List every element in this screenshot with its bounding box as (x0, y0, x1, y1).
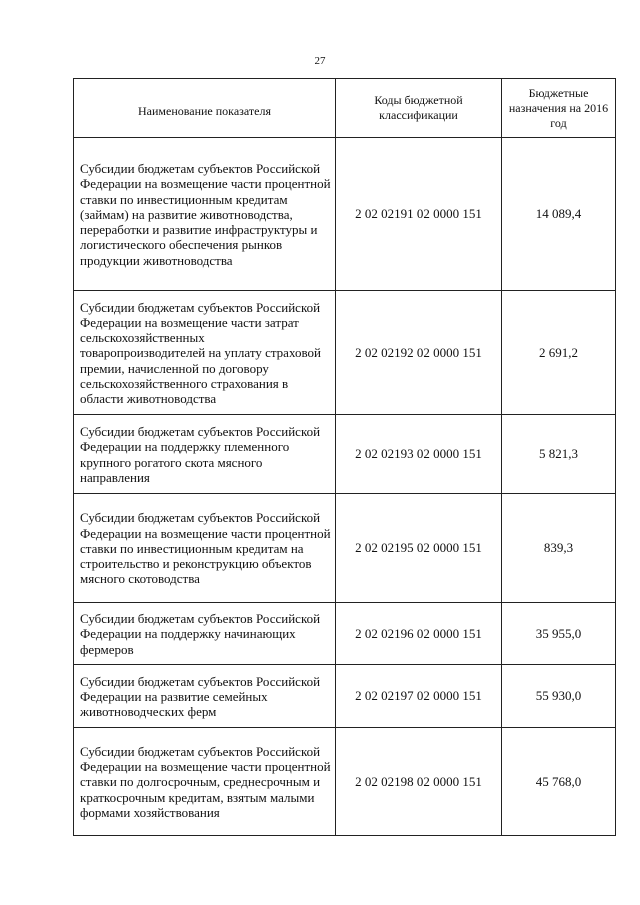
amount-cell: 14 089,4 (502, 138, 616, 291)
budget-code-cell: 2 02 02198 02 0000 151 (336, 728, 502, 836)
table-row (74, 494, 616, 603)
indicator-name-cell: Субсидии бюджетам субъектов Российской Федерации на возмещение части процентной ставки по инвестиционным кредитам (займам) на развитие животноводства, переработки и развитие инфраструктуры и логистического обеспечения рынков продукции животноводства (74, 138, 336, 291)
header-budget-amount: Бюджетные назначения на 2016 год (502, 79, 616, 138)
budget-code-cell: 2 02 02191 02 0000 151 (336, 138, 502, 291)
header-indicator-name: Наименование показателя (74, 79, 336, 138)
table-header-row (74, 79, 616, 138)
budget-code-cell: 2 02 02196 02 0000 151 (336, 603, 502, 665)
indicator-name-cell: Субсидии бюджетам субъектов Российской Федерации на поддержку начинающих фермеров (74, 603, 336, 665)
budget-code-cell: 2 02 02192 02 0000 151 (336, 291, 502, 415)
amount-cell: 55 930,0 (502, 665, 616, 728)
page-number: 27 (314, 55, 326, 67)
table-row (74, 603, 616, 665)
indicator-name-cell: Субсидии бюджетам субъектов Российской Федерации на возмещение части затрат сельскохозяйственных товаропроизводителей на уплату страховой премии, начисленной по договору сельскохозяйственного страхования в области животноводства (74, 291, 336, 415)
budget-code-cell: 2 02 02195 02 0000 151 (336, 494, 502, 603)
table-row (74, 415, 616, 494)
table-row (74, 291, 616, 415)
table-row (74, 138, 616, 291)
header-budget-code: Коды бюджетной классификации (336, 79, 502, 138)
amount-cell: 45 768,0 (502, 728, 616, 836)
indicator-name-cell: Субсидии бюджетам субъектов Российской Федерации на возмещение части процентной ставки по долгосрочным, среднесрочным и краткосрочным кредитам, взятым малыми формами хозяйствования (74, 728, 336, 836)
indicator-name-cell: Субсидии бюджетам субъектов Российской Федерации на поддержку племенного крупного рогатого скота мясного направления (74, 415, 336, 494)
budget-code-cell: 2 02 02197 02 0000 151 (336, 665, 502, 728)
indicator-name-cell: Субсидии бюджетам субъектов Российской Федерации на развитие семейных животноводческих ферм (74, 665, 336, 728)
budget-code-cell: 2 02 02193 02 0000 151 (336, 415, 502, 494)
table-row (74, 665, 616, 728)
table-row (74, 728, 616, 836)
amount-cell: 35 955,0 (502, 603, 616, 665)
amount-cell: 2 691,2 (502, 291, 616, 415)
indicator-name-cell: Субсидии бюджетам субъектов Российской Федерации на возмещение части процентной ставки по инвестиционным кредитам на строительство и реконструкцию объектов мясного скотоводства (74, 494, 336, 603)
budget-table (73, 78, 616, 836)
amount-cell: 839,3 (502, 494, 616, 603)
amount-cell: 5 821,3 (502, 415, 616, 494)
